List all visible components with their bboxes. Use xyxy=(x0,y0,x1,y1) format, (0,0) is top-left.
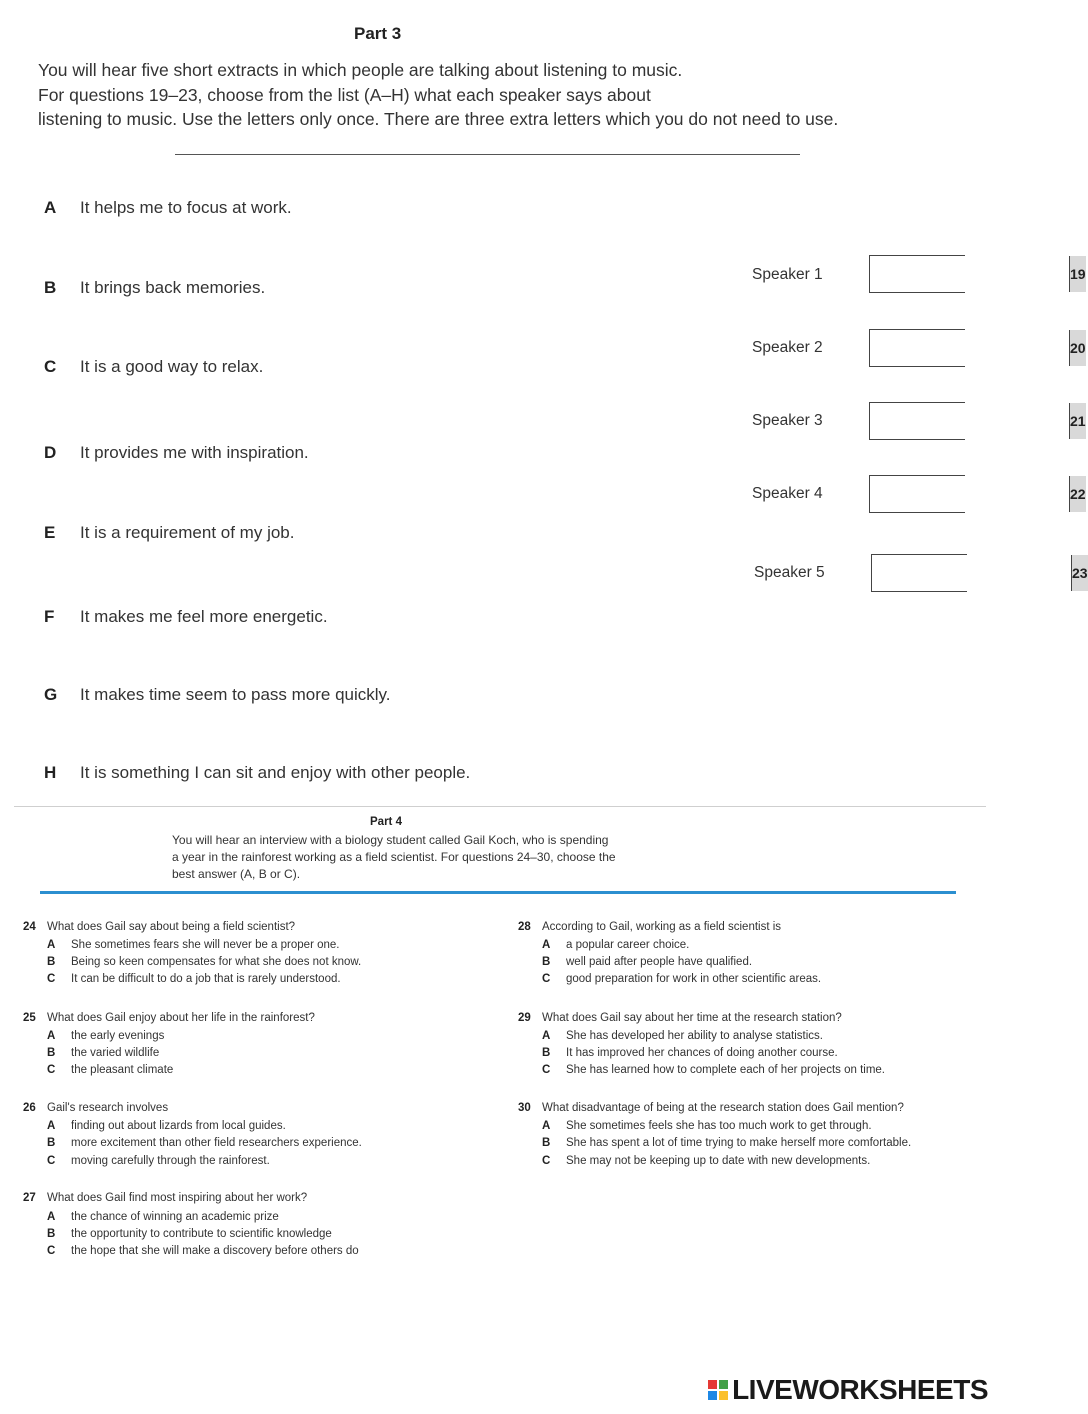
option-text: It is a good way to relax. xyxy=(80,357,264,376)
logo-square xyxy=(708,1380,717,1389)
speaker-5-label: Speaker 5 xyxy=(754,564,825,581)
q25-option-a[interactable] xyxy=(47,1030,164,1042)
option-letter: B xyxy=(542,1137,551,1149)
question-24 xyxy=(23,921,295,933)
question-27 xyxy=(23,1192,307,1204)
question-text: What does Gail say about being a field scientist? xyxy=(47,921,296,933)
question-number: 27 xyxy=(23,1192,36,1204)
option-letter: C xyxy=(47,1245,56,1257)
liveworksheets-logo-icon xyxy=(708,1380,728,1400)
question-number: 26 xyxy=(23,1102,36,1114)
section-divider xyxy=(14,806,986,807)
option-text: It brings back memories. xyxy=(80,278,266,297)
option-text: It makes time seem to pass more quickly. xyxy=(80,685,391,704)
question-28 xyxy=(518,921,781,933)
option-letter: C xyxy=(542,1064,551,1076)
option-text: the hope that she will make a discovery before others do xyxy=(71,1245,359,1257)
logo-square xyxy=(719,1391,728,1400)
q28-option-a[interactable] xyxy=(542,939,689,951)
part3-intro-line-2: For questions 19–23, choose from the list (A–H) what each speaker says about xyxy=(38,85,651,105)
option-letter: G xyxy=(44,685,58,704)
option-text: the varied wildlife xyxy=(71,1047,160,1059)
option-text: a popular career choice. xyxy=(566,939,690,951)
liveworksheets-brand xyxy=(708,1374,988,1406)
speaker-1-answer-box xyxy=(869,255,1086,293)
option-letter: B xyxy=(47,1228,56,1240)
option-letter: C xyxy=(542,973,551,985)
question-number: 24 xyxy=(23,921,36,933)
q30-option-c[interactable] xyxy=(542,1155,870,1167)
question-number: 30 xyxy=(518,1102,531,1114)
part4-intro-line-3: best answer (A, B or C). xyxy=(172,867,301,881)
part4-divider xyxy=(40,891,956,894)
brand-wordmark: LIVEWORKSHEETS xyxy=(732,1374,988,1405)
part3-intro-line-1: You will hear five short extracts in which people are talking about listening to music. xyxy=(38,60,683,80)
question-number-19: 19 xyxy=(1069,256,1086,292)
question-25 xyxy=(23,1012,315,1024)
option-text: It has improved her chances of doing another course. xyxy=(566,1047,838,1059)
option-text: good preparation for work in other scientific areas. xyxy=(566,973,822,985)
option-letter: B xyxy=(47,1137,56,1149)
option-text: She may not be keeping up to date with new developments. xyxy=(566,1155,871,1167)
option-text: It can be difficult to do a job that is rarely understood. xyxy=(71,973,341,985)
option-text: It is a requirement of my job. xyxy=(80,523,295,542)
question-text: Gail's research involves xyxy=(47,1102,169,1114)
option-letter: A xyxy=(47,1211,56,1223)
question-number: 28 xyxy=(518,921,531,933)
option-text: moving carefully through the rainforest. xyxy=(71,1155,270,1167)
option-letter: C xyxy=(47,1155,56,1167)
speaker-2-answer-box xyxy=(869,329,1086,367)
question-text: What does Gail enjoy about her life in the rainforest? xyxy=(47,1012,315,1024)
question-number-23: 23 xyxy=(1071,555,1088,591)
option-letter: C xyxy=(47,973,56,985)
option-letter: B xyxy=(542,956,551,968)
speaker-4-answer-input[interactable] xyxy=(870,476,1069,512)
option-letter: A xyxy=(47,1120,56,1132)
q29-option-b[interactable] xyxy=(542,1047,838,1059)
speaker-5-answer-input[interactable] xyxy=(872,555,1071,591)
q27-option-b[interactable] xyxy=(47,1228,332,1240)
speaker-1-answer-input[interactable] xyxy=(870,256,1069,292)
question-text: What does Gail find most inspiring about her work? xyxy=(47,1192,308,1204)
option-letter: A xyxy=(47,1030,56,1042)
question-number: 29 xyxy=(518,1012,531,1024)
q25-option-b[interactable] xyxy=(47,1047,159,1059)
option-letter: B xyxy=(542,1047,551,1059)
option-text: the opportunity to contribute to scientific knowledge xyxy=(71,1228,332,1240)
q29-option-a[interactable] xyxy=(542,1030,823,1042)
option-text: It provides me with inspiration. xyxy=(80,443,309,462)
option-text: finding out about lizards from local guides. xyxy=(71,1120,286,1132)
part3-intro-line-3: listening to music. Use the letters only once. There are three extra letters which you do not need to use. xyxy=(38,109,839,129)
option-letter: A xyxy=(44,198,57,217)
question-30 xyxy=(518,1102,904,1114)
part3-title: Part 3 xyxy=(354,24,402,43)
option-c xyxy=(44,357,263,377)
speaker-5-answer-box xyxy=(871,554,1088,592)
option-text: Being so keen compensates for what she does not know. xyxy=(71,956,362,968)
speaker-3-answer-input[interactable] xyxy=(870,403,1069,439)
option-a xyxy=(44,198,292,218)
option-text: the chance of winning an academic prize xyxy=(71,1211,279,1223)
part4-intro-line-1: You will hear an interview with a biology student called Gail Koch, who is spending xyxy=(172,833,609,847)
option-letter: B xyxy=(47,1047,56,1059)
option-d xyxy=(44,443,309,463)
option-text: It makes me feel more energetic. xyxy=(80,607,328,626)
option-letter: C xyxy=(44,357,57,376)
option-text: She has learned how to complete each of her projects on time. xyxy=(566,1064,885,1076)
speaker-4-answer-box xyxy=(869,475,1086,513)
option-text: She has developed her ability to analyse statistics. xyxy=(566,1030,823,1042)
speaker-4-label: Speaker 4 xyxy=(752,485,823,502)
question-text: According to Gail, working as a field scientist is xyxy=(542,921,782,933)
question-text: What disadvantage of being at the research station does Gail mention? xyxy=(542,1102,904,1114)
question-number-21: 21 xyxy=(1069,403,1086,439)
speaker-3-label: Speaker 3 xyxy=(752,412,823,429)
option-text: She sometimes feels she has too much work to get through. xyxy=(566,1120,872,1132)
q26-option-c[interactable] xyxy=(47,1155,270,1167)
option-letter: B xyxy=(47,956,56,968)
q30-option-b[interactable] xyxy=(542,1137,911,1149)
question-number: 25 xyxy=(23,1012,36,1024)
q28-option-b[interactable] xyxy=(542,956,752,968)
option-f xyxy=(44,607,328,627)
q25-option-c[interactable] xyxy=(47,1064,173,1076)
speaker-1-label: Speaker 1 xyxy=(752,266,823,283)
option-letter: A xyxy=(542,1120,551,1132)
question-number-20: 20 xyxy=(1069,330,1086,366)
question-29 xyxy=(518,1012,842,1024)
option-letter: H xyxy=(44,763,57,782)
q24-option-c[interactable] xyxy=(47,973,341,985)
option-text: She sometimes fears she will never be a proper one. xyxy=(71,939,340,951)
question-number-22: 22 xyxy=(1069,476,1086,512)
option-e xyxy=(44,523,294,543)
q28-option-c[interactable] xyxy=(542,973,821,985)
option-h xyxy=(44,763,470,783)
option-text: more excitement than other field researchers experience. xyxy=(71,1137,362,1149)
logo-square xyxy=(719,1380,728,1389)
speaker-2-answer-input[interactable] xyxy=(870,330,1069,366)
option-letter: D xyxy=(44,443,57,462)
part4-intro-line-2: a year in the rainforest working as a field scientist. For questions 24–30, choose the xyxy=(172,850,616,864)
option-letter: B xyxy=(44,278,57,297)
part4-title: Part 4 xyxy=(370,816,402,828)
speaker-2-label: Speaker 2 xyxy=(752,339,823,356)
question-text: What does Gail say about her time at the research station? xyxy=(542,1012,842,1024)
part3-divider xyxy=(175,154,800,155)
q27-option-a[interactable] xyxy=(47,1211,279,1223)
option-letter: C xyxy=(47,1064,56,1076)
option-text: She has spent a lot of time trying to make herself more comfortable. xyxy=(566,1137,912,1149)
q24-option-a[interactable] xyxy=(47,939,339,951)
q30-option-a[interactable] xyxy=(542,1120,872,1132)
option-text: the early evenings xyxy=(71,1030,165,1042)
option-letter: A xyxy=(47,939,56,951)
option-text: It is something I can sit and enjoy with other people. xyxy=(80,763,471,782)
q27-option-c[interactable] xyxy=(47,1245,359,1257)
option-g xyxy=(44,685,391,705)
option-letter: A xyxy=(542,1030,551,1042)
q26-option-b[interactable] xyxy=(47,1137,362,1149)
question-26 xyxy=(23,1102,168,1114)
option-text: well paid after people have qualified. xyxy=(566,956,753,968)
option-letter: E xyxy=(44,523,56,542)
logo-square xyxy=(708,1391,717,1400)
option-b xyxy=(44,278,265,298)
option-letter: F xyxy=(44,607,55,626)
option-letter: A xyxy=(542,939,551,951)
q24-option-b[interactable] xyxy=(47,956,361,968)
option-text: the pleasant climate xyxy=(71,1064,174,1076)
speaker-3-answer-box xyxy=(869,402,1086,440)
q29-option-c[interactable] xyxy=(542,1064,885,1076)
option-text: It helps me to focus at work. xyxy=(80,198,292,217)
option-letter: C xyxy=(542,1155,551,1167)
q26-option-a[interactable] xyxy=(47,1120,286,1132)
